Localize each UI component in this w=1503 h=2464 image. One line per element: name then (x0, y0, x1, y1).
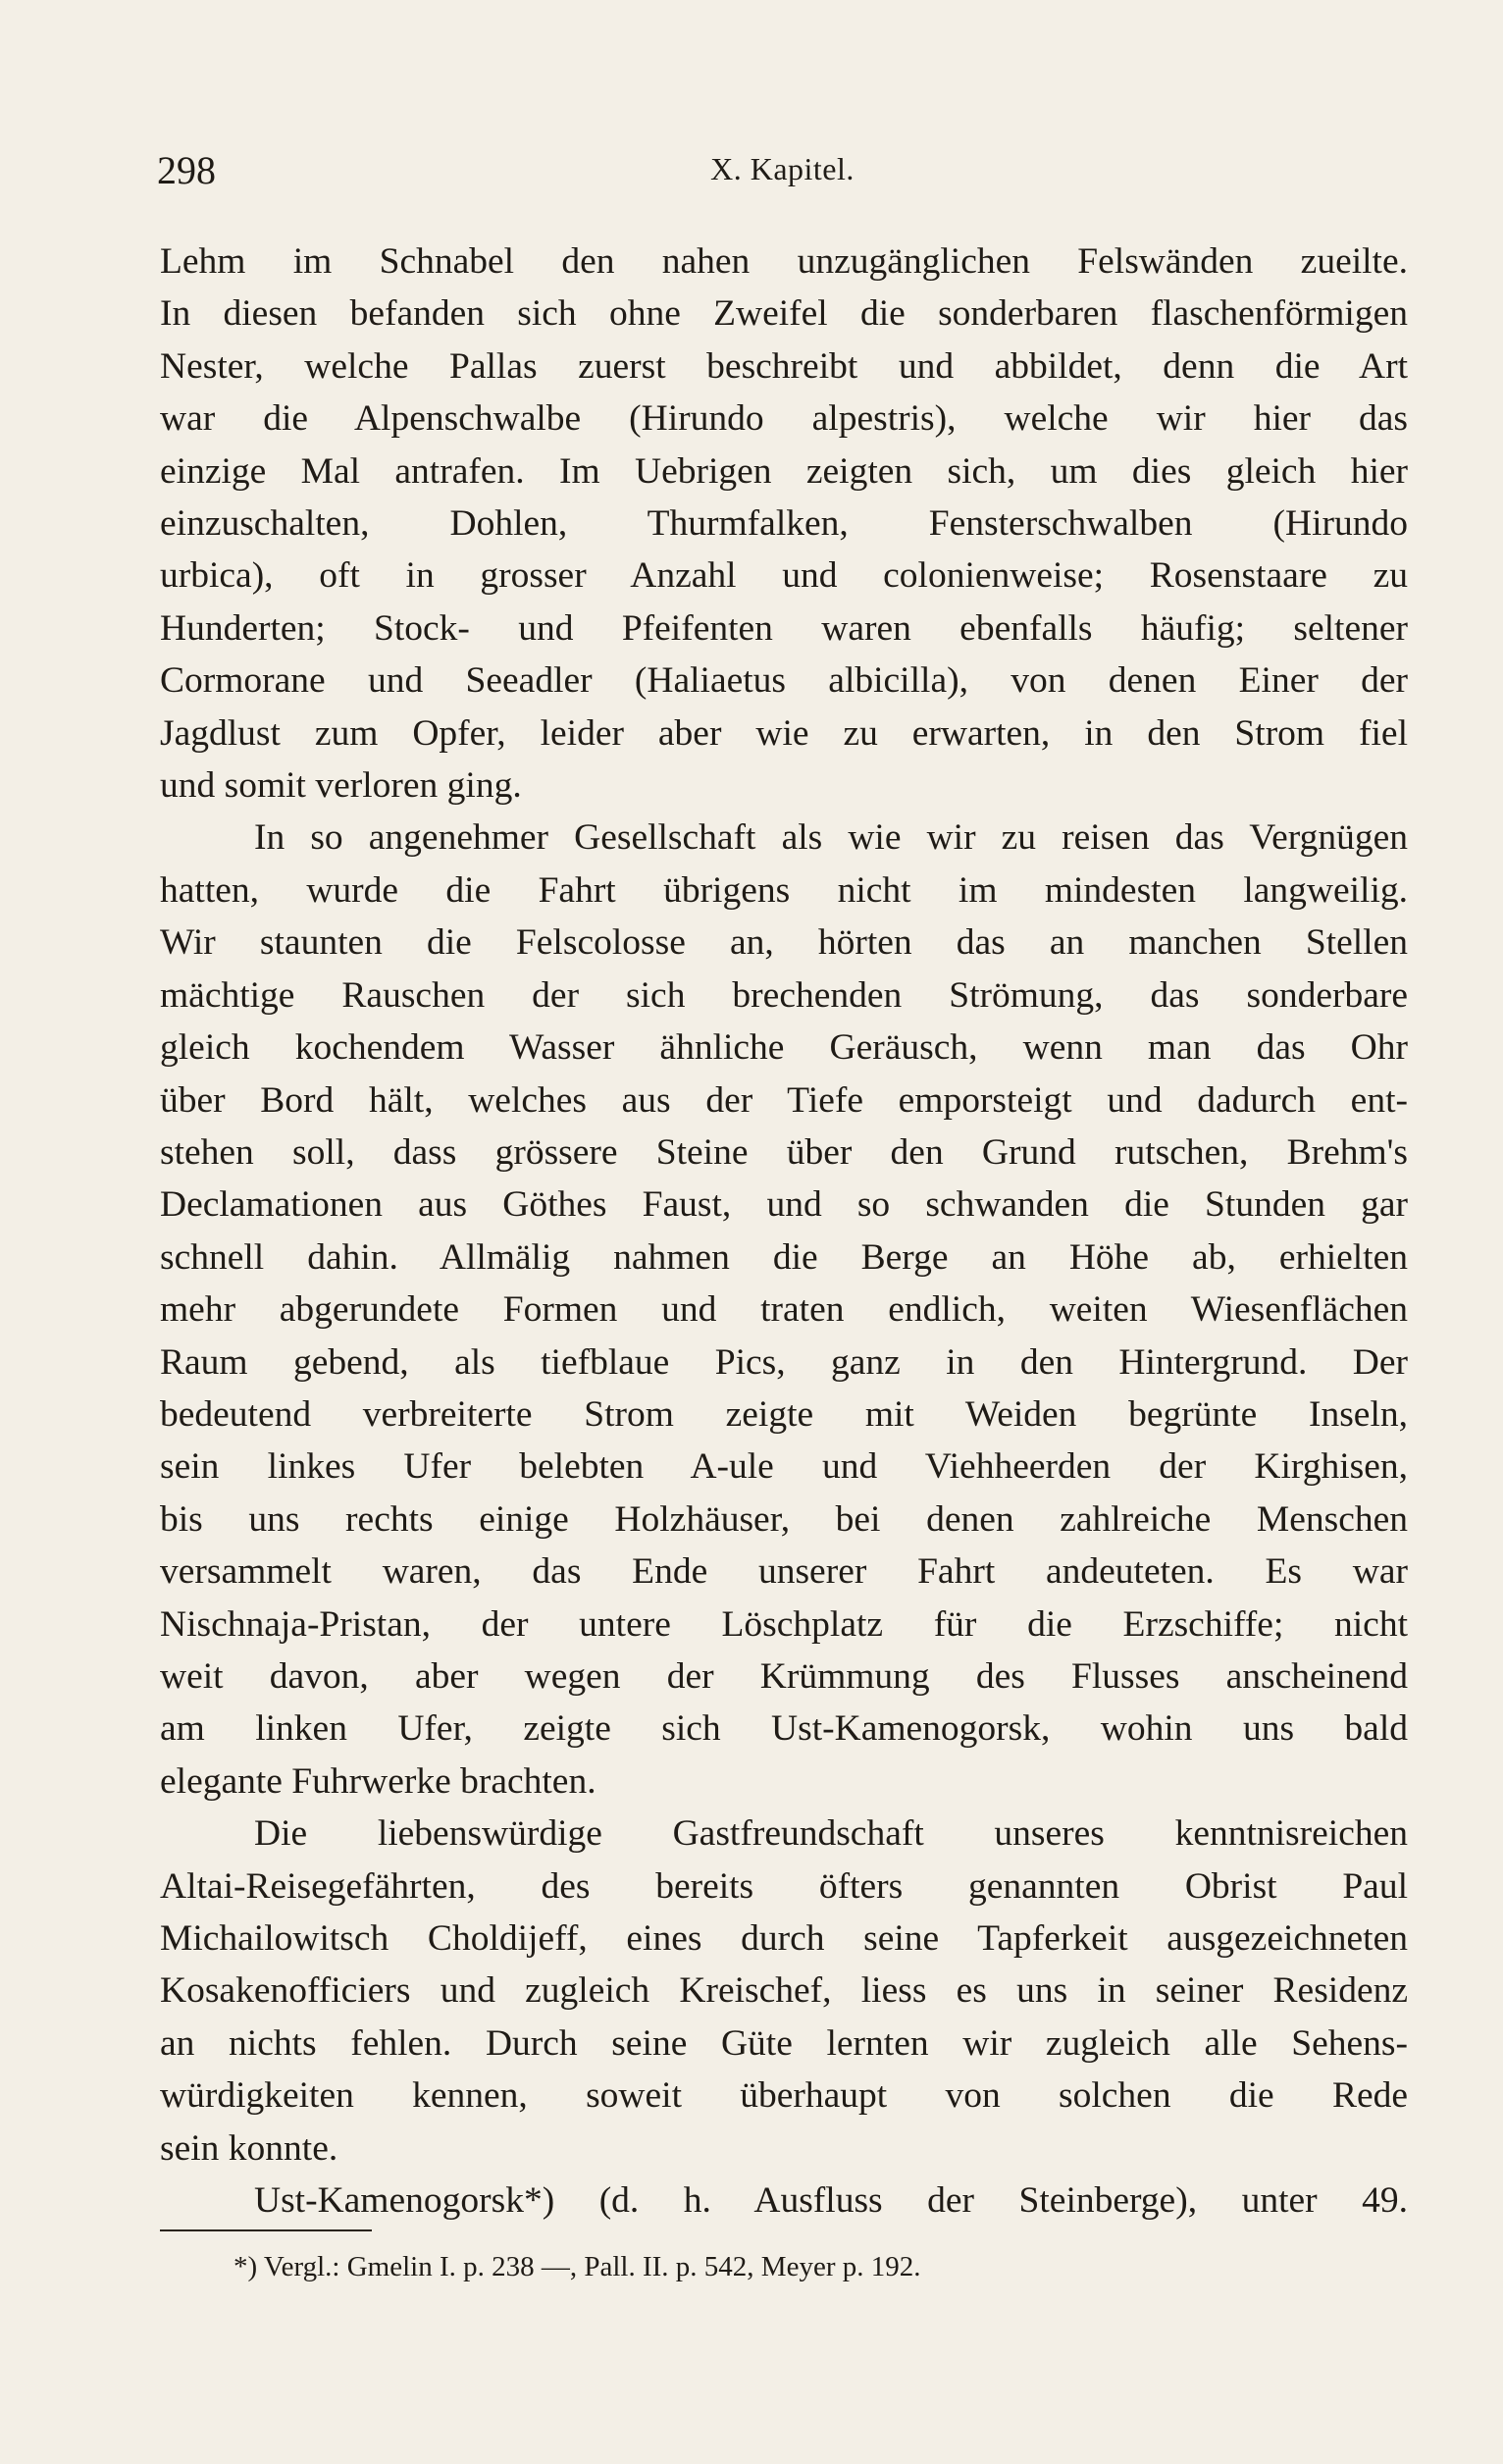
text-line: mehr abgerundete Formen und traten endlich, weiten Wiesenflächen (160, 1289, 1408, 1331)
text-line: weit davon, aber wegen der Krümmung des Flusses anscheinend (160, 1655, 1408, 1697)
text-line: stehen soll, dass grössere Steine über den Grund rutschen, Brehm's (160, 1131, 1408, 1173)
text-line: einzuschalten, Dohlen, Thurmfalken, Fensterschwalben (Hirundo (160, 503, 1408, 545)
text-line: bis uns rechts einige Holzhäuser, bei denen zahlreiche Menschen (160, 1498, 1408, 1540)
text-line: über Bord hält, welches aus der Tiefe emporsteigt und dadurch ent- (160, 1079, 1408, 1121)
page-number: 298 (157, 148, 216, 192)
text-line: würdigkeiten kennen, soweit überhaupt von solchen die Rede (160, 2075, 1408, 2117)
text-line: war die Alpenschwalbe (Hirundo alpestris), welche wir hier das (160, 398, 1408, 440)
text-line: In diesen befanden sich ohne Zweifel die sonderbaren flaschenförmigen (160, 293, 1408, 335)
text-line: Wir staunten die Felscolosse an, hörten das an manchen Stellen (160, 922, 1408, 964)
text-line: bedeutend verbreiterte Strom zeigte mit Weiden begrünte Inseln, (160, 1393, 1408, 1435)
text-line: versammelt waren, das Ende unserer Fahrt andeuteten. Es war (160, 1551, 1408, 1593)
text-line: Jagdlust zum Opfer, leider aber wie zu erwarten, in den Strom fiel (160, 712, 1408, 754)
text-line: an nichts fehlen. Durch seine Güte lernten wir zugleich alle Sehens- (160, 2022, 1408, 2064)
text-line: Altai-Reisegefährten, des bereits öfters genannten Obrist Paul (160, 1865, 1408, 1907)
text-line: Nester, welche Pallas zuerst beschreibt und abbildet, denn die Art (160, 345, 1408, 387)
text-line: Michailowitsch Choldijeff, eines durch seine Tapferkeit ausgezeichneten (160, 1918, 1408, 1959)
footnote-divider (160, 2229, 372, 2231)
text-line: Die liebenswürdige Gastfreundschaft unseres kenntnisreichen (254, 1813, 1408, 1855)
text-line: Raum gebend, als tiefblaue Pics, ganz in den Hintergrund. Der (160, 1341, 1408, 1383)
text-line: Nischnaja-Pristan, der untere Löschplatz für die Erzschiffe; nicht (160, 1603, 1408, 1645)
text-line: hatten, wurde die Fahrt übrigens nicht im mindesten langweilig. (160, 869, 1408, 911)
text-line: Lehm im Schnabel den nahen unzugänglichen Felswänden zueilte. (160, 241, 1408, 282)
text-line: Kosakenofficiers und zugleich Kreischef, liess es uns in seiner Residenz (160, 1970, 1408, 2012)
text-line: mächtige Rauschen der sich brechenden Strömung, das sonderbare (160, 974, 1408, 1016)
body-text (160, 236, 1408, 2227)
text-line: sein konnte. (160, 2127, 338, 2169)
text-line: einzige Mal antrafen. Im Uebrigen zeigten sich, um dies gleich hier (160, 450, 1408, 492)
text-line: schnell dahin. Allmälig nahmen die Berge an Höhe ab, erhielten (160, 1236, 1408, 1278)
text-line: urbica), oft in grosser Anzahl und colonienweise; Rosenstaare zu (160, 555, 1408, 597)
text-line: und somit verloren ging. (160, 765, 522, 807)
text-line: Ust-Kamenogorsk*) (d. h. Ausfluss der Steinberge), unter 49. (254, 2180, 1408, 2222)
text-line: sein linkes Ufer belebten A-ule und Viehheerden der Kirghisen, (160, 1446, 1408, 1488)
text-line: elegante Fuhrwerke brachten. (160, 1760, 596, 1802)
footnote: *) Vergl.: Gmelin I. p. 238 —, Pall. II. p. 542, Meyer p. 192. (233, 2251, 921, 2282)
text-line: Declamationen aus Göthes Faust, und so schwanden die Stunden gar (160, 1184, 1408, 1226)
text-line: Hunderten; Stock- und Pfeifenten waren ebenfalls häufig; seltener (160, 607, 1408, 649)
page-header (157, 147, 1408, 196)
running-head: X. Kapitel. (710, 151, 855, 186)
text-line: gleich kochendem Wasser ähnliche Geräusch, wenn man das Ohr (160, 1027, 1408, 1069)
text-line: am linken Ufer, zeigte sich Ust-Kamenogorsk, wohin uns bald (160, 1708, 1408, 1750)
text-line: In so angenehmer Gesellschaft als wie wir zu reisen das Vergnügen (254, 817, 1408, 859)
text-line: Cormorane und Seeadler (Haliaetus albicilla), von denen Einer der (160, 660, 1408, 702)
